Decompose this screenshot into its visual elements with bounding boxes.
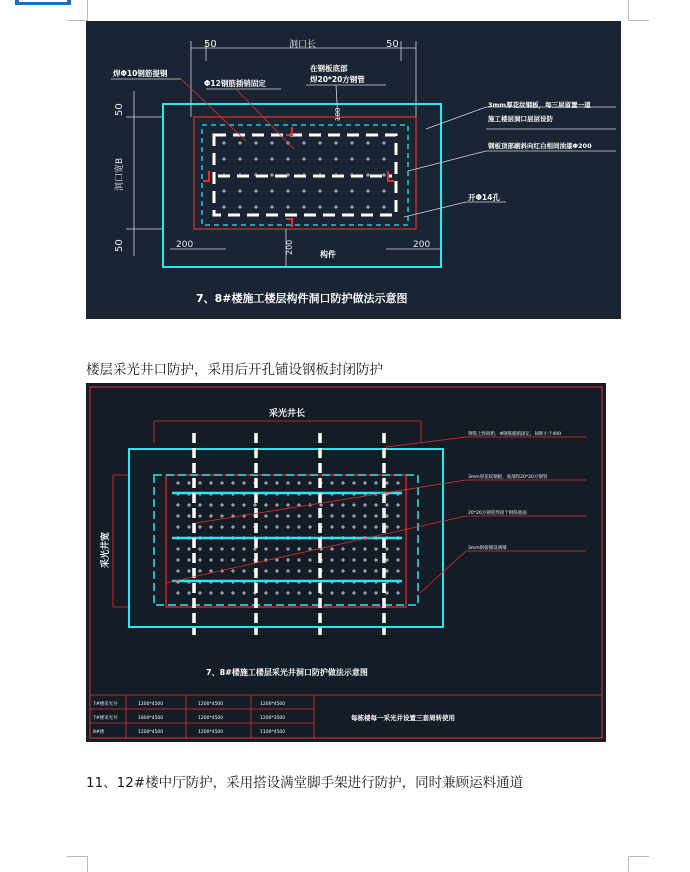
label-hole: 开Φ14孔 <box>468 193 500 202</box>
note-plate: 3mm厚花纹钢板，底部焊20*20方钢管 <box>468 475 548 480</box>
note-full: 3mm钢板铺设满铺 <box>468 546 507 551</box>
label-member: 构件 <box>320 250 336 259</box>
crop-mark-top-right <box>628 0 649 21</box>
table-r3-c2: 1200*4500 <box>138 730 164 735</box>
table-r1-c2: 1200*4500 <box>138 702 164 707</box>
cad-drawing-skylight-protection <box>86 383 606 742</box>
dim-left-mid: 洞口宽B <box>115 157 125 191</box>
dim-top-right: 50 <box>386 39 399 50</box>
dim-bottom-right: 200 <box>413 240 431 250</box>
crop-mark-top-left <box>67 0 88 21</box>
caption-skylight-protection: 楼层采光井口防护，采用后开孔铺设钢板封闭防护 <box>86 362 383 378</box>
figure2-title: 7、8#楼施工楼层采光井洞口防护做法示意图 <box>206 668 368 677</box>
caption-atrium-protection: 11、12#楼中厅防护，采用搭设满堂脚手架进行防护，同时兼顾运料通道 <box>86 775 524 791</box>
table-r3-c3: 1200*4500 <box>198 730 224 735</box>
table-r3-c1: 8#楼 <box>93 730 105 735</box>
label-bar10: 焊Φ10钢筋提钢 <box>113 69 168 78</box>
label-under-plate-1: 在钢板底部 <box>310 64 348 73</box>
dim-top-left: 50 <box>204 39 217 50</box>
crop-mark-bottom-left <box>67 856 88 872</box>
table-r1-c3: 1200*4500 <box>198 702 224 707</box>
dim-bottom-left: 200 <box>176 240 194 250</box>
figure1-title: 7、8#楼施工楼层构件洞口防护做法示意图 <box>196 292 408 305</box>
label-under-plate-2: 焊20*20方钢管 <box>310 75 365 84</box>
label-3mm-1: 3mm厚花纹钢板，每三层留置一道 <box>488 101 591 109</box>
dim-skylight-length: 采光井长 <box>269 409 306 419</box>
dim-skylight-width: 采光井宽 <box>101 531 111 568</box>
table-r3-c4: 1100*4500 <box>260 730 286 735</box>
crop-mark-bottom-right <box>628 856 649 872</box>
label-bar12: Φ12钢筋插销固定 <box>204 79 266 88</box>
table-r2-c1: 7#楼采光井 <box>93 716 118 721</box>
dim-bottom-mid: 200 <box>285 239 294 255</box>
dim-top-inner: 100 <box>334 107 342 121</box>
table-r2-c2: 1800*4500 <box>138 716 164 721</box>
label-3mm-2: 施工楼层洞口层层设防 <box>488 115 553 123</box>
table-r1-c1: 7#楼采光井 <box>93 702 118 707</box>
note-tube: 20*20方钢管焊接于钢筋底面 <box>468 511 527 516</box>
table-note: 每栋楼每一采光井设置三套周转使用 <box>351 714 455 722</box>
dim-left-bottom: 50 <box>114 239 125 252</box>
dim-top-mid: 洞口长 <box>289 40 317 50</box>
dim-left-top: 50 <box>114 103 125 116</box>
app-logo <box>15 0 71 5</box>
table-r2-c3: 1200*4500 <box>198 716 224 721</box>
label-paint: 钢板顶部刷斜向红白相间油漆Φ200 <box>488 142 592 150</box>
note-pins: 钢筋上焊间距，Φ钢筋插销固定，间距小于400 <box>468 432 562 437</box>
table-r2-c4: 1200*3500 <box>260 716 286 721</box>
table-r1-c4: 1200*4500 <box>260 702 286 707</box>
cad-drawing-opening-protection <box>86 21 621 319</box>
